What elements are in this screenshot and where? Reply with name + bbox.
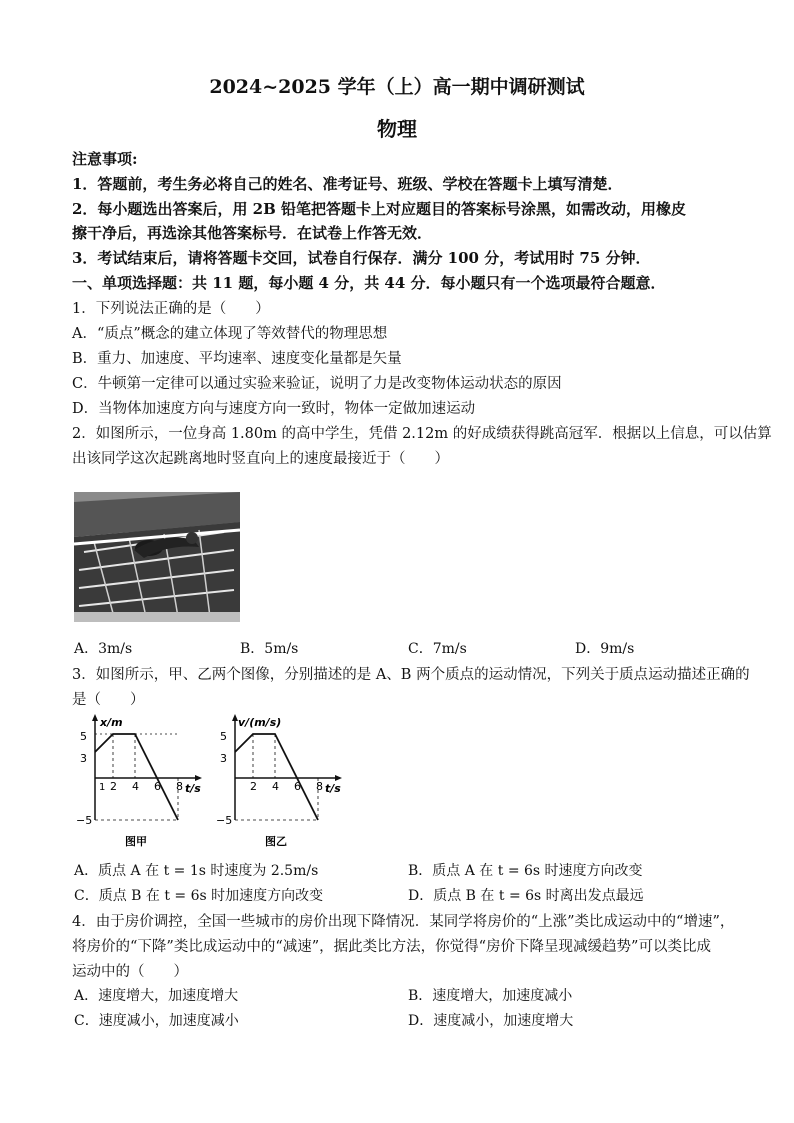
q3-stem-line2: 是（ ） bbox=[72, 692, 145, 708]
fig-b-caption: 图乙 bbox=[265, 835, 287, 848]
fig-b-xtick-2: 2 bbox=[250, 780, 257, 793]
subject-title: 物理 bbox=[377, 117, 417, 141]
q4-option-d: D．速度减小，加速度增大 bbox=[408, 1013, 574, 1029]
q4-stem-line2: 将房价的“下降”类比成运动中的“减速”，据此类比方法，你觉得“房价下降呈现减缓趋势”可以类比成 bbox=[72, 939, 711, 955]
q3-stem-line1: 3．如图所示，甲、乙两个图像，分别描述的是 A、B 两个质点的运动情况，下列关于质点运动描述正确的 bbox=[72, 667, 750, 683]
q4-stem-line3: 运动中的（ ） bbox=[72, 964, 188, 980]
fig-a-xlabel: t/s bbox=[185, 782, 201, 795]
q4-option-c: C．速度减小，加速度减小 bbox=[74, 1013, 239, 1029]
fig-b-xtick-4: 4 bbox=[272, 780, 279, 793]
fig-a-tick-1: 1 bbox=[99, 782, 106, 793]
fig-b-curve bbox=[235, 734, 318, 820]
q4-option-b: B．速度增大，加速度减小 bbox=[408, 988, 573, 1004]
fig-b-ytick-5: 5 bbox=[220, 730, 227, 743]
fig-b-ytick-neg5: −5 bbox=[216, 814, 233, 827]
notice-item-1: 1．答题前，考生务必将自己的姓名、准考证号、班级、学校在答题卡上填写清楚． bbox=[72, 175, 623, 193]
notice-heading: 注意事项: bbox=[72, 150, 138, 168]
fig-a-caption: 图甲 bbox=[125, 835, 147, 848]
fig-b-ylabel: v/(m/s) bbox=[238, 716, 282, 729]
q1-option-b: B．重力、加速度、平均速率、速度变化量都是矢量 bbox=[72, 351, 402, 367]
fig-a-xtick-6: 6 bbox=[154, 780, 161, 793]
section-heading: 一、单项选择题：共 11 题，每小题 4 分，共 44 分．每小题只有一个选项最符合题意． bbox=[72, 274, 666, 292]
q1-option-a: A．“质点”概念的建立体现了等效替代的物理思想 bbox=[72, 326, 388, 342]
q2-option-c: C．7m/s bbox=[408, 641, 467, 657]
fig-a-xtick-8: 8 bbox=[176, 780, 183, 793]
q2-option-d: D．9m/s bbox=[575, 641, 635, 657]
fig-a-ytick-neg5: −5 bbox=[76, 814, 93, 827]
notice-item-3: 3．考试结束后，请将答题卡交回，试卷自行保存．满分 100 分，考试用时 75 分钟． bbox=[72, 249, 651, 267]
q1-option-c: C．牛顿第一定律可以通过实验来验证，说明了力是改变物体运动状态的原因 bbox=[72, 376, 562, 392]
q2-option-a: A．3m/s bbox=[74, 641, 133, 657]
q3-option-b: B．质点 A 在 t = 6s 时速度方向改变 bbox=[408, 863, 643, 879]
q3-option-c: C．质点 B 在 t = 6s 时加速度方向改变 bbox=[74, 888, 324, 904]
fig-b-ytick-3: 3 bbox=[220, 752, 227, 765]
notice-item-2: 2．每小题选出答案后，用 2B 铅笔把答题卡上对应题目的答案标号涂黑，如需改动，用橡皮 bbox=[72, 200, 687, 218]
high-jump-photo bbox=[74, 492, 240, 622]
fig-a-xtick-2: 2 bbox=[110, 780, 117, 793]
fig-a-ylabel: x/m bbox=[100, 716, 123, 729]
fig-a-xtick-4: 4 bbox=[132, 780, 139, 793]
fig-a-ytick-5: 5 bbox=[80, 730, 87, 743]
figure-a-xt-graph bbox=[70, 712, 210, 852]
fig-a-x-arrow bbox=[195, 775, 202, 781]
fig-a-curve bbox=[95, 734, 178, 820]
fig-b-xlabel: t/s bbox=[325, 782, 341, 795]
q4-stem-line1: 4．由于房价调控，全国一些城市的房价出现下降情况．某同学将房价的“上涨”类比成运动中的“增速”， bbox=[72, 914, 735, 930]
q1-option-d: D．当物体加速度方向与速度方向一致时，物体一定做加速运动 bbox=[72, 401, 476, 417]
fig-b-xtick-6: 6 bbox=[294, 780, 301, 793]
q3-option-d: D．质点 B 在 t = 6s 时离出发点最远 bbox=[408, 888, 644, 904]
q4-option-a: A．速度增大，加速度增大 bbox=[74, 988, 239, 1004]
q1-stem: 1．下列说法正确的是（ ） bbox=[72, 301, 270, 317]
fig-a-ytick-3: 3 bbox=[80, 752, 87, 765]
figure-b-vt-graph bbox=[210, 712, 360, 852]
q2-stem-line2: 出该同学这次起跳离地时竖直向上的速度最接近于（ ） bbox=[72, 451, 449, 467]
notice-item-2-cont: 擦干净后，再选涂其他答案标号．在试卷上作答无效． bbox=[72, 224, 433, 242]
q2-option-b: B．5m/s bbox=[240, 641, 299, 657]
fig-b-xtick-8: 8 bbox=[316, 780, 323, 793]
fig-a-y-arrow bbox=[92, 714, 98, 721]
fig-b-x-arrow bbox=[335, 775, 342, 781]
q2-stem-line1: 2．如图所示，一位身高 1.80m 的高中学生，凭借 2.12m 的好成绩获得跳高冠军．根据以上信息，可以估算 bbox=[72, 426, 772, 442]
exam-title: 2024~2025 学年（上）高一期中调研测试 bbox=[209, 76, 585, 98]
q3-option-a: A．质点 A 在 t = 1s 时速度为 2.5m/s bbox=[74, 863, 319, 879]
